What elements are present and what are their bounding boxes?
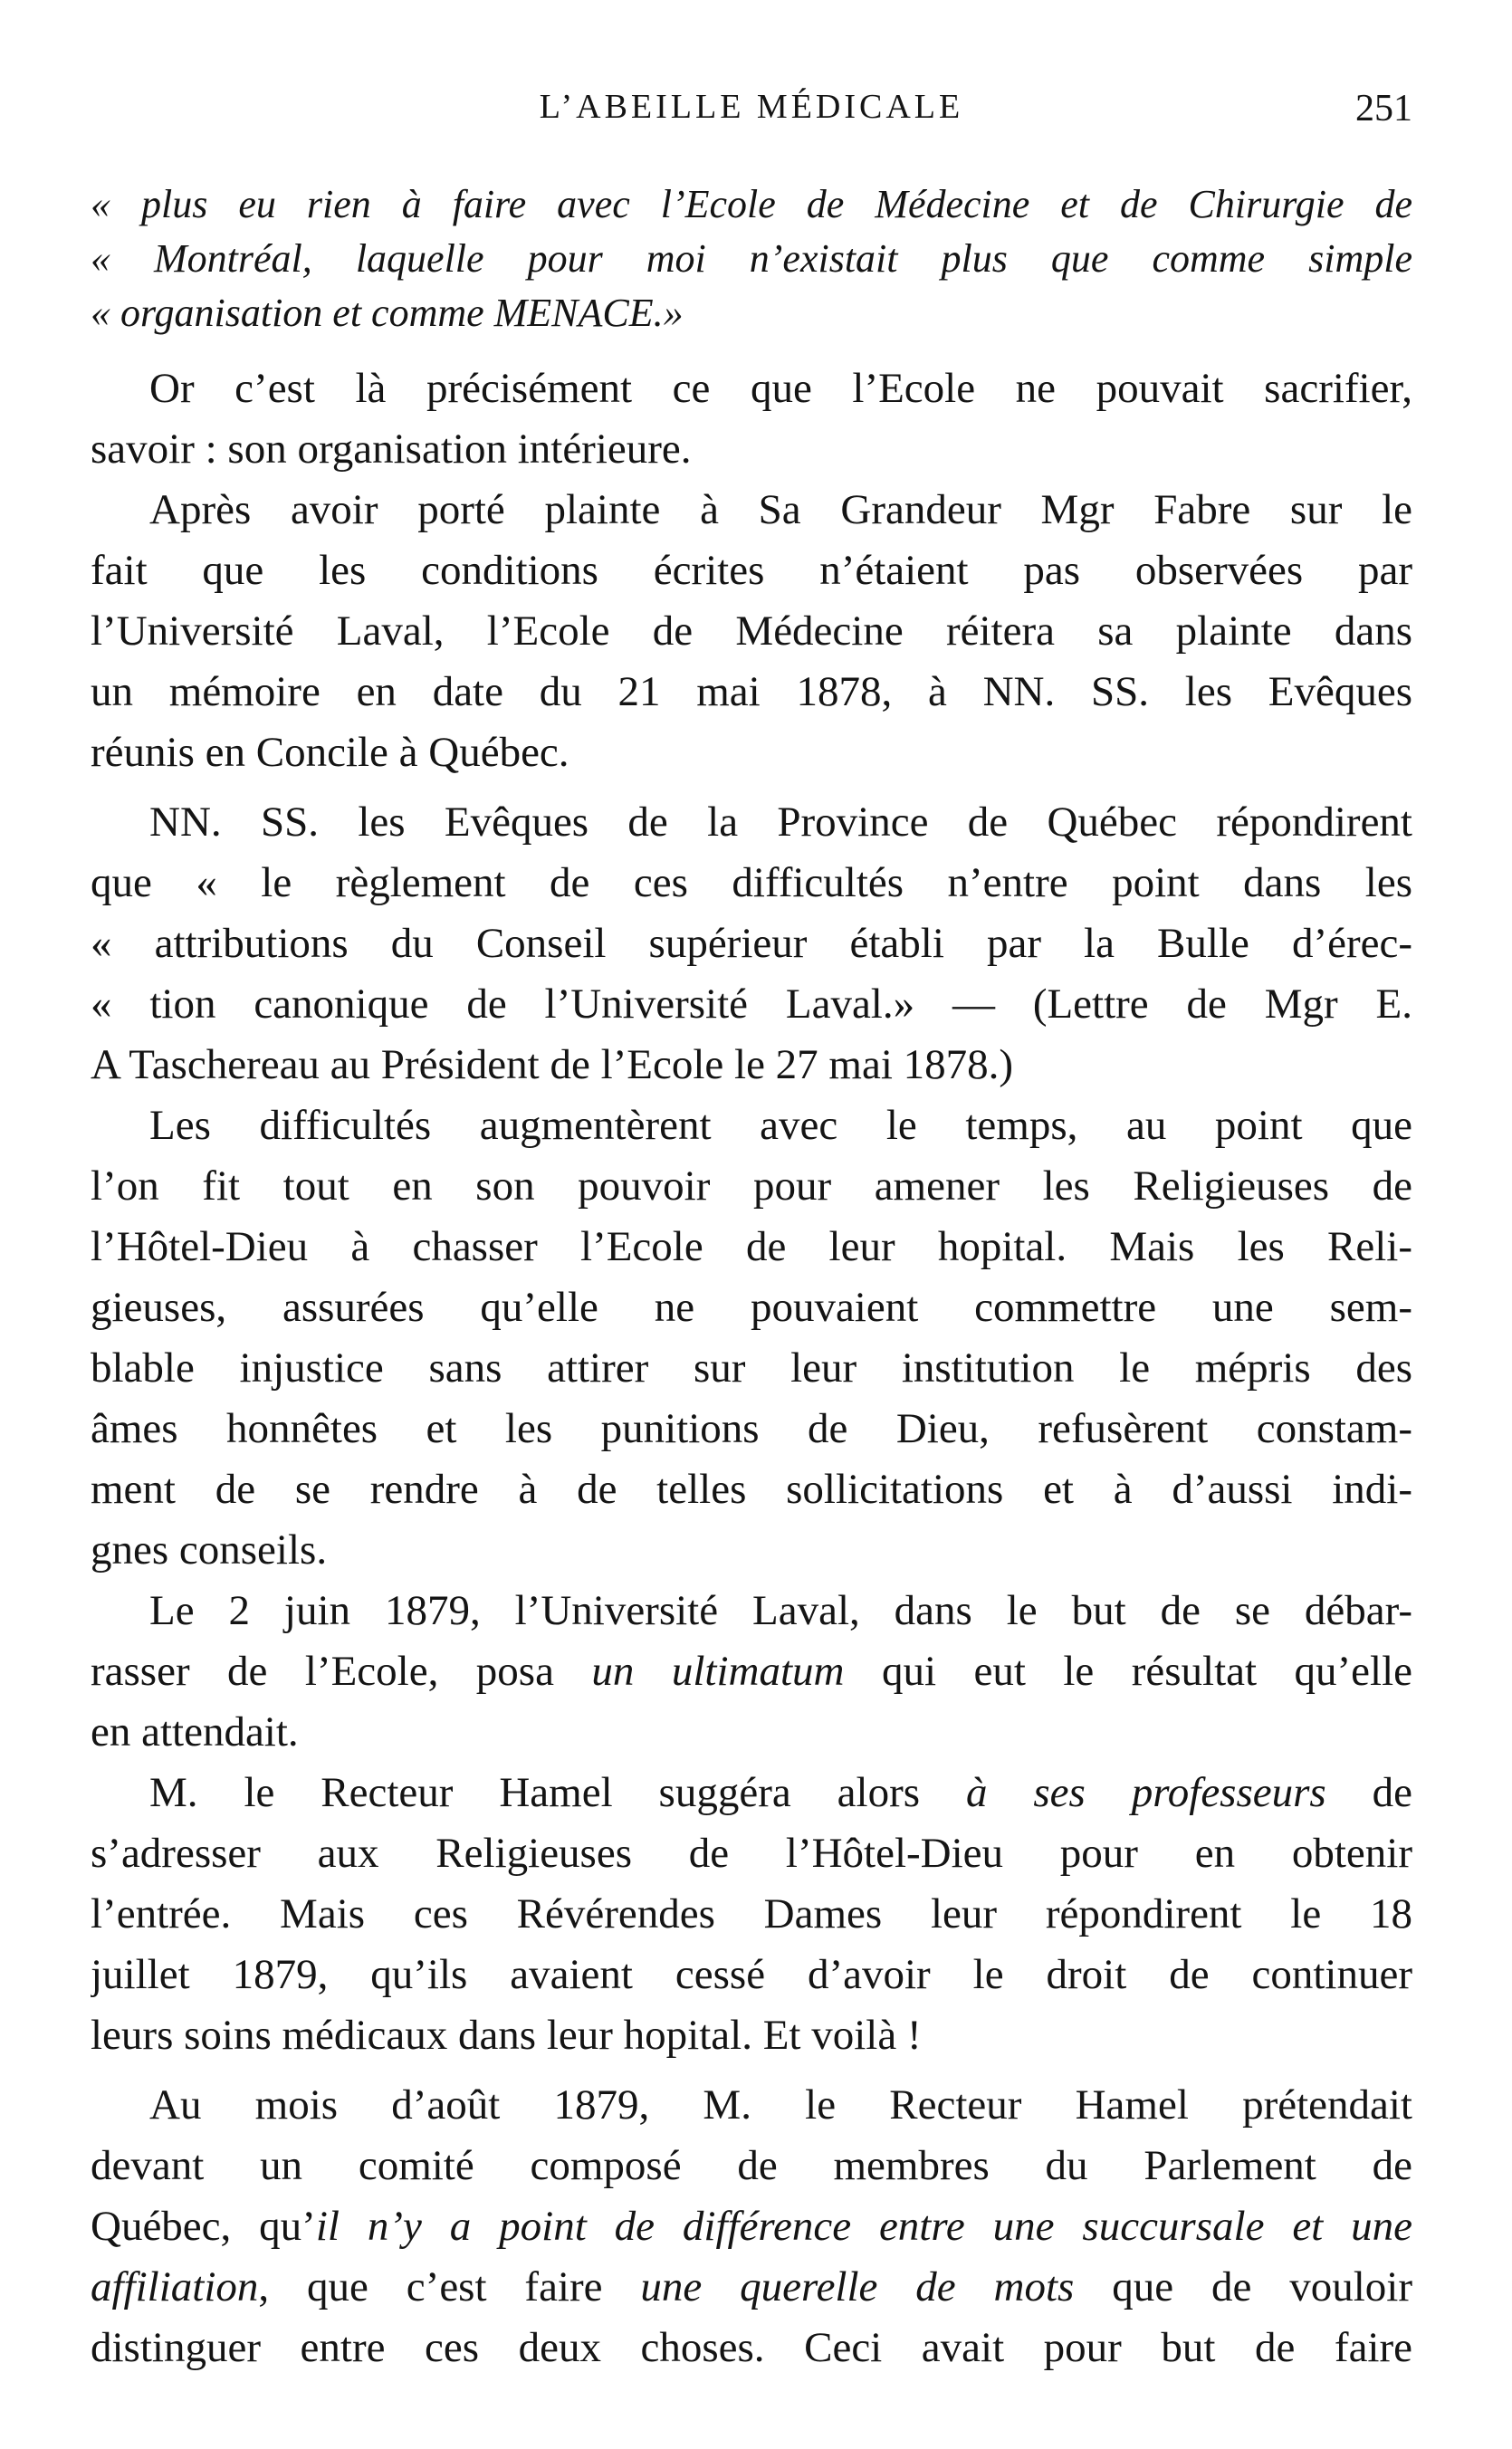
text-line: fait que les conditions écrites n’étaient pas observées par (91, 547, 1412, 594)
text-line: s’adresser aux Religieuses de l’Hôtel-Dieu pour en obtenir (91, 1830, 1412, 1877)
text-line (91, 2196, 1412, 2257)
paragraph (91, 359, 1412, 480)
text-run: , que c’est faire (258, 2263, 641, 2310)
text-line: Or c’est là précisément ce que l’Ecole ne pouvait sacrifier, (149, 365, 1412, 412)
emphasis: affiliation (91, 2263, 259, 2310)
running-title: L’ABEILLE MÉDICALE (539, 88, 964, 126)
text-line: un mémoire en date du 21 mai 1878, à NN. SS. les Evêques (91, 668, 1412, 715)
text-line: Les difficultés augmentèrent avec le temps, au point que (149, 1102, 1412, 1149)
text-line: juillet 1879, qu’ils avaient cessé d’avoir le droit de continuer (91, 1951, 1412, 1998)
text-run: Québec, qu’ (91, 2203, 316, 2250)
text-line: NN. SS. les Evêques de la Province de Québec répondirent (149, 799, 1412, 846)
paragraph (91, 480, 1412, 783)
text-line: l’Hôtel-Dieu à chasser l’Ecole de leur hopital. Mais les Reli- (91, 1223, 1412, 1270)
text-line: l’entrée. Mais ces Révérendes Dames leur répondirent le 18 (91, 1890, 1412, 1937)
text-line: gnes conseils. (91, 1526, 328, 1574)
text-line: savoir : son organisation intérieure. (91, 426, 692, 473)
text-line: distinguer entre ces deux choses. Ceci avait pour but de faire (91, 2324, 1412, 2371)
text-line: gieuses, assurées qu’elle ne pouvaient commettre une sem- (91, 1284, 1412, 1331)
text-line: réunis en Concile à Québec. (91, 729, 569, 776)
text-line: Le 2 juin 1879, l’Université Laval, dans le but de se débar- (149, 1587, 1412, 1634)
text-line (91, 1641, 1412, 1702)
paragraph (91, 1581, 1412, 1763)
text-line: l’on fit tout en son pouvoir pour amener les Religieuses de (91, 1162, 1412, 1210)
text-line (91, 1763, 1412, 1823)
body-text (91, 177, 1412, 2378)
text-run: de (1325, 1769, 1412, 1816)
paragraph (91, 1095, 1412, 1581)
text-line: leurs soins médicaux dans leur hopital. Et voilà ! (91, 2012, 922, 2059)
text-line: l’Université Laval, l’Ecole de Médecine réitera sa plainte dans (91, 607, 1412, 655)
text-line: blable injustice sans attirer sur leur institution le mépris des (91, 1344, 1412, 1392)
text-line: Au mois d’août 1879, M. le Recteur Hamel prétendait (149, 2081, 1412, 2129)
text-line: âmes honnêtes et les punitions de Dieu, refusèrent constam- (91, 1405, 1412, 1452)
running-head (91, 87, 1412, 141)
text-run: rasser de l’Ecole, posa (91, 1648, 592, 1695)
text-line: A Taschereau au Président de l’Ecole le 27 mai 1878.) (91, 1041, 1014, 1088)
text-run: que de vouloir (1074, 2263, 1412, 2310)
emphasis: une querelle de mots (640, 2263, 1075, 2310)
paragraph (91, 792, 1412, 1095)
quote-line: « plus eu rien à faire avec l’Ecole de Médecine et de Chirurgie de (91, 182, 1412, 226)
text-line: devant un comité composé de membres du Parlement de (91, 2142, 1412, 2189)
text-line: ment de se rendre à de telles sollicitations et à d’aussi indi- (91, 1466, 1412, 1513)
text-line (91, 2257, 1412, 2318)
quotation (91, 177, 1412, 340)
text-line: « attributions du Conseil supérieur établi par la Bulle d’érec- (91, 920, 1412, 967)
emphasis: à ses professeurs (965, 1769, 1326, 1816)
quote-line: « Montréal, laquelle pour moi n’existait plus que comme simple (91, 236, 1412, 281)
text-line: Après avoir porté plainte à Sa Grandeur Mgr Fabre sur le (149, 486, 1412, 533)
page-number: 251 (1355, 88, 1412, 129)
paragraph (91, 1763, 1412, 2066)
text-run: M. le Recteur Hamel suggéra alors (149, 1769, 966, 1816)
emphasis: il n’y a point de différence entre une succursale et une (315, 2203, 1412, 2250)
paragraph (91, 2075, 1412, 2378)
text-run: qui eut le résultat qu’elle (844, 1648, 1412, 1695)
text-line: en attendait. (91, 1708, 299, 1755)
quote-line: « organisation et comme MENACE.» (91, 291, 684, 335)
emphasis: un ultimatum (591, 1648, 845, 1695)
text-line: « tion canonique de l’Université Laval.» — (Lettre de Mgr E. (91, 981, 1412, 1028)
text-line: que « le règlement de ces difficultés n’entre point dans les (91, 859, 1412, 906)
